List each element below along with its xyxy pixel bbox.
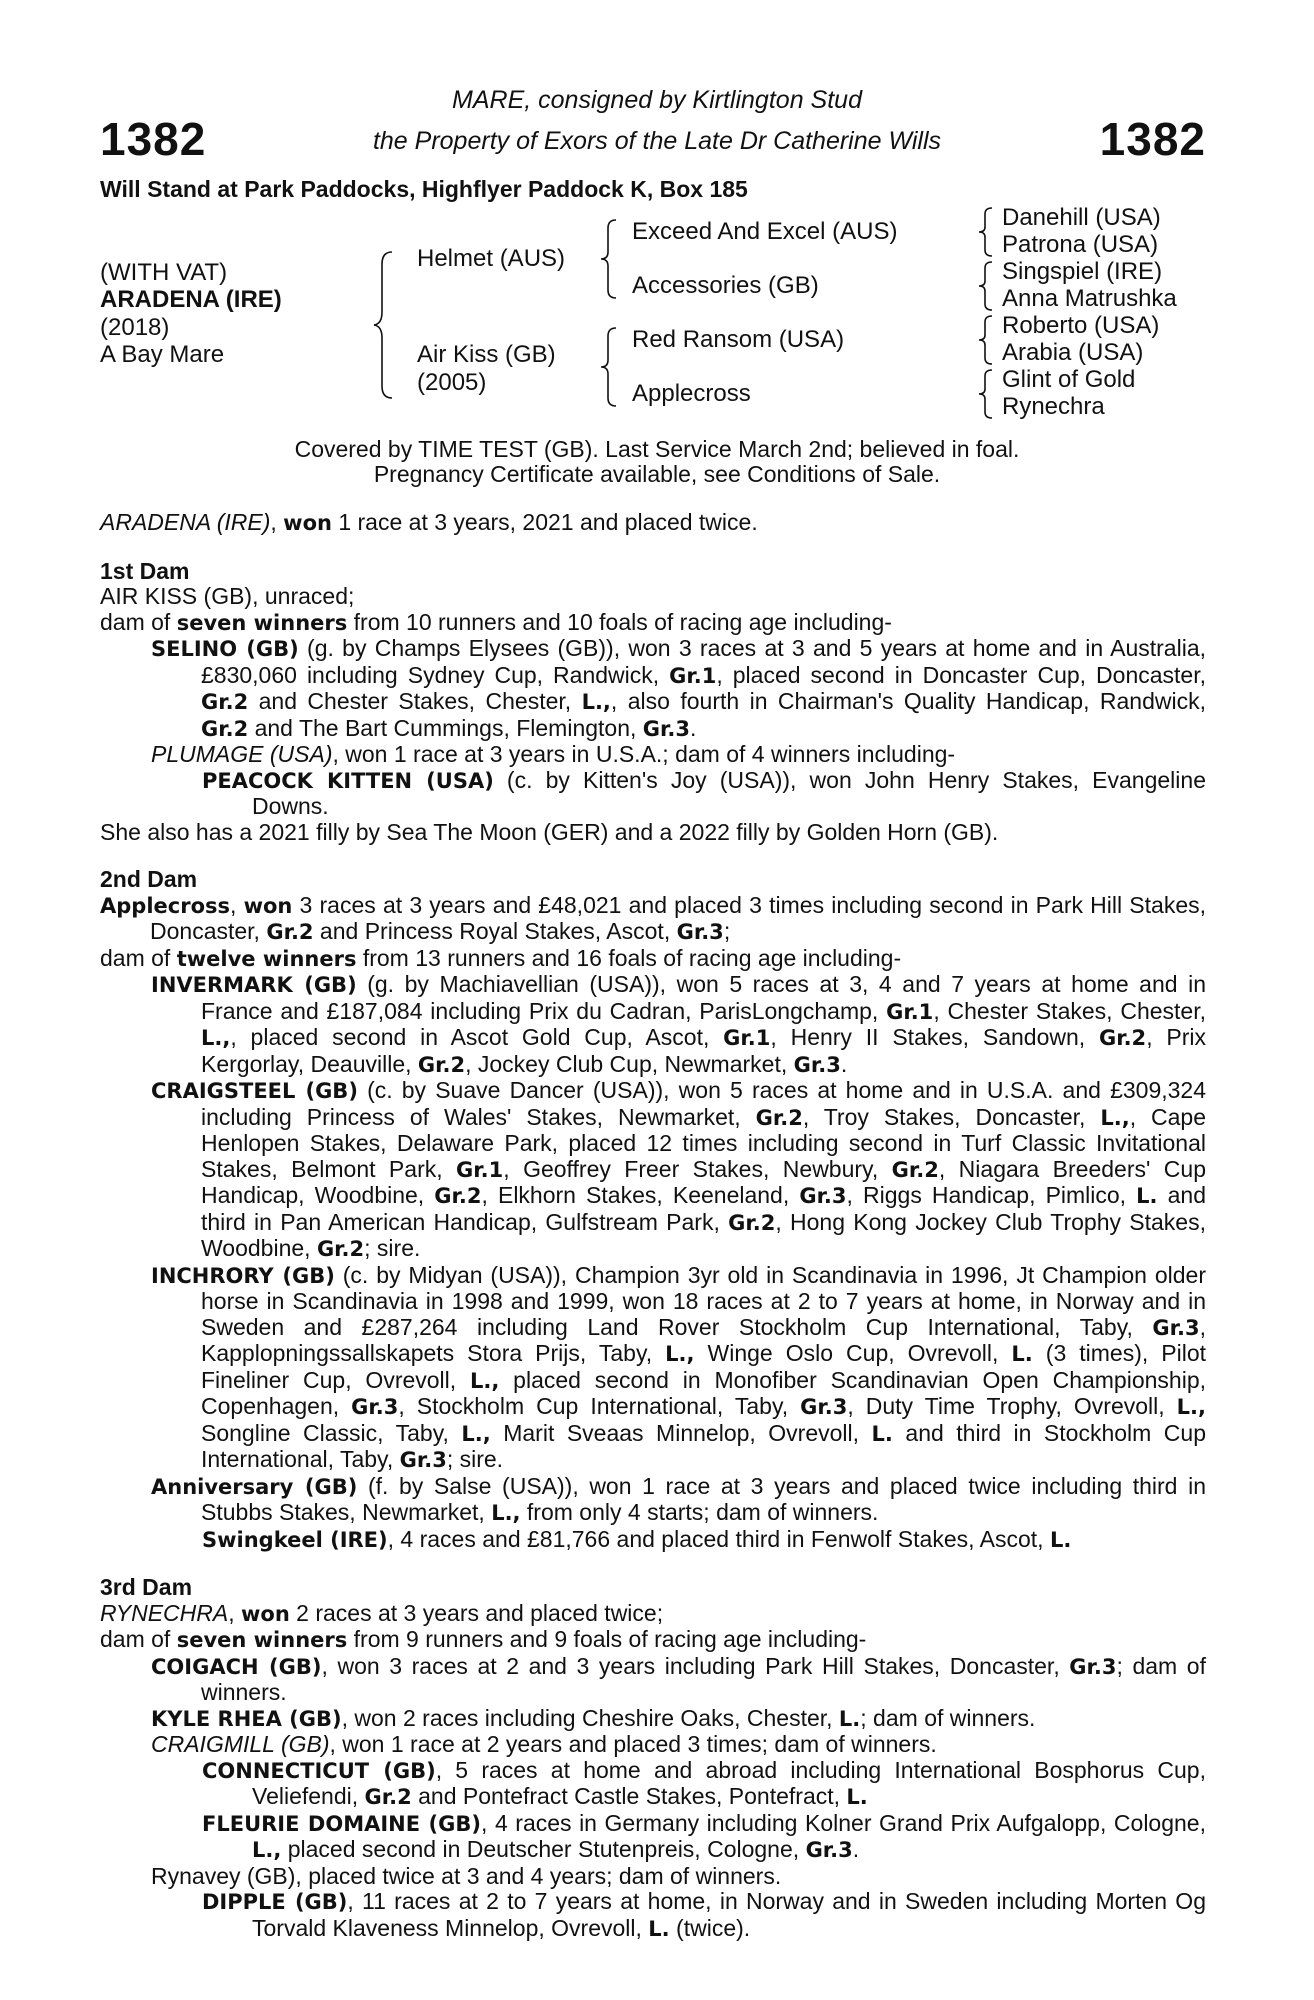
ggd-4: Rynechra <box>1002 393 1105 420</box>
consignment-line-1: MARE, consigned by Kirtlington Stud <box>452 86 862 114</box>
dam-name: Air Kiss (GB) <box>417 341 556 368</box>
ggd-1: Patrona (USA) <box>1002 231 1159 258</box>
pedigree-notes <box>100 510 1206 1942</box>
ggs-3: Roberto (USA) <box>1002 312 1160 339</box>
ggs-1: Danehill (USA) <box>1002 204 1161 231</box>
craigsteel-entry: CRAIGSTEEL (GB) (c. by Suave Dancer (USA)), won 5 races at home and in U.S.A. and £309,324 including Princess of Wales' Stakes, Newmarket, Gr.2, Troy Stakes, Doncaster, L.,, Cape Henlopen Stakes, Delaware Park, placed 12 times including second in Turf Classic Invitational Stakes, Belmont Park, Gr.1, Geoffrey Freer Stakes, Newbury, Gr.2, Niagara Breeders' Cup Handicap, Woodbine, Gr.2, Elkhorn Stakes, Keeneland, Gr.3, Riggs Handicap, Pimlico, L. and third in Pan American Handicap, Gulfstream Park, Gr.2, Hong Kong Jockey Club Trophy Stakes, Woodbine, Gr.2; sire. <box>151 1077 1206 1261</box>
fleurie-domaine-entry: FLEURIE DOMAINE (GB), 4 races in Germany including Kolner Grand Prix Aufgalopp, Cologne, L., placed second in Deutscher Stutenpreis, Cologne, Gr.3. <box>202 1809 1206 1862</box>
ggd-2: Anna Matrushka <box>1002 285 1177 312</box>
pedigree-brace-g3 <box>976 314 996 366</box>
horse-description: A Bay Mare <box>100 341 225 368</box>
ggs-4: Glint of Gold <box>1002 366 1136 393</box>
rynavey-entry: Rynavey (GB), placed twice at 3 and 4 years; dam of winners. <box>151 1862 782 1889</box>
coigach-entry: COIGACH (GB), won 3 races at 2 and 3 years including Park Hill Stakes, Doncaster, Gr.3; dam of winners. <box>151 1652 1206 1705</box>
lot-number-right: 1382 <box>1099 113 1206 165</box>
kyle-rhea-entry: KYLE RHEA (GB), won 2 races including Cheshire Oaks, Chester, L.; dam of winners. <box>151 1704 1036 1731</box>
pedigree-brace-g2 <box>976 260 996 312</box>
anniversary-entry: Anniversary (GB) (f. by Salse (USA)), won 1 race at 3 years and placed twice including third in Stubbs Stakes, Newmarket, L., from only 4 starts; dam of winners. <box>151 1472 1206 1525</box>
dipple-entry: DIPPLE (GB), 11 races at 2 to 7 years at home, in Norway and in Sweden including Morten Og Torvald Klaveness Minnelop, Ovrevoll, L. (twice). <box>202 1888 1206 1941</box>
sire-dam: Accessories (GB) <box>632 272 819 299</box>
selino-entry: SELINO (GB) (g. by Champs Elysees (GB)), won 3 races at 3 and 5 years at home and in Australia, £830,060 including Sydney Cup, Randwick, Gr.1, placed second in Doncaster Cup, Doncaster, Gr.2 and Chester Stakes, Chester, L.,, also fourth in Chairman's Quality Handicap, Randwick, Gr.2 and The Bart Cummings, Flemington, Gr.3. <box>151 635 1207 741</box>
invermark-entry: INVERMARK (GB) (g. by Machiavellian (USA)), won 5 races at 3, 4 and 7 years at home and in France and £187,084 including Prix du Cadran, ParisLongchamp, Gr.1, Chester Stakes, Chester, L.,, placed second in Ascot Gold Cup, Ascot, Gr.1, Henry II Stakes, Sandown, Gr.2, Prix Kergorlay, Deauville, Gr.2, Jockey Club Cup, Newmarket, Gr.3. <box>151 971 1207 1077</box>
peacock-kitten-entry: PEACOCK KITTEN (USA) (c. by Kitten's Joy (USA)), won John Henry Stakes, Evangeline Downs. <box>202 766 1206 819</box>
covering-line-1: Covered by TIME TEST (GB). Last Service March 2nd; believed in foal. <box>294 436 1020 462</box>
ggd-3: Arabia (USA) <box>1002 339 1144 366</box>
first-dam-line: AIR KISS (GB), unraced; <box>100 583 355 609</box>
dam-year: (2005) <box>417 369 487 396</box>
connecticut-entry: CONNECTICUT (GB), 5 races at home and abroad including International Bosphorus Cup, Veliefendi, Gr.2 and Pontefract Castle Stakes, Pontefract, L. <box>202 1756 1206 1809</box>
swingkeel-entry: Swingkeel (IRE), 4 races and £81,766 and placed third in Fenwolf Stakes, Ascot, L. <box>202 1525 1072 1552</box>
vat-label: (WITH VAT) <box>100 259 228 286</box>
covering-line-2: Pregnancy Certificate available, see Conditions of Sale. <box>373 461 941 487</box>
first-dam-produce: dam of seven winners from 10 runners and 10 foals of racing age including- <box>100 608 892 635</box>
intro-paragraph: ARADENA (IRE), won 1 race at 3 years, 2021 and placed twice. <box>100 509 758 535</box>
pedigree-brace-dam <box>598 326 620 408</box>
dam-dam: Applecross <box>632 380 751 407</box>
first-dam-heading: 1st Dam <box>100 557 190 584</box>
pedigree-brace-sire <box>598 218 620 300</box>
plumage-entry: PLUMAGE (USA), won 1 race at 3 years in U.S.A.; dam of 4 winners including- <box>151 741 956 767</box>
also-has-line: She also has a 2021 filly by Sea The Moon (GER) and a 2022 filly by Golden Horn (GB). <box>100 818 999 845</box>
horse-name: ARADENA (IRE) <box>100 286 282 313</box>
third-dam-heading: 3rd Dam <box>100 1574 193 1600</box>
horse-year: (2018) <box>100 314 170 341</box>
second-dam-produce: dam of twelve winners from 13 runners and 16 foals of racing age including- <box>100 944 902 971</box>
rynechra-entry: RYNECHRA, won 2 races at 3 years and placed twice; <box>100 1599 664 1626</box>
dam-sire: Red Ransom (USA) <box>632 326 845 353</box>
applecross-entry: Applecross, won 3 races at 3 years and £48,021 and placed 3 times including second in Park Hill Stakes, Doncaster, Gr.2 and Princess Royal Stakes, Ascot, Gr.3; <box>100 891 1206 944</box>
craigmill-entry: CRAIGMILL (GB), won 1 race at 2 years and placed 3 times; dam of winners. <box>151 1731 937 1757</box>
stand-location: Will Stand at Park Paddocks, Highflyer Paddock K, Box 185 <box>100 176 748 202</box>
sire-sire: Exceed And Excel (AUS) <box>632 218 898 245</box>
pedigree-brace-g1 <box>976 206 996 258</box>
third-dam-produce: dam of seven winners from 9 runners and 9 foals of racing age including- <box>100 1626 867 1652</box>
second-dam-heading: 2nd Dam <box>100 866 198 892</box>
inchrory-entry: INCHRORY (GB) (c. by Midyan (USA)), Champion 3yr old in Scandinavia in 1996, Jt Champion older horse in Scandinavia in 1998 and 1999, won 18 races at 2 to 7 years at home, in Norway and in Sweden and £287,264 including Land Rover Stockholm Cup International, Taby, Gr.3, Kapplopningssallskapets Stora Prijs, Taby, L., Winge Oslo Cup, Ovrevoll, L. (3 times), Pilot Fineliner Cup, Ovrevoll, L., placed second in Monofiber Scandinavian Open Championship, Copenhagen, Gr.3, Stockholm Cup International, Taby, Gr.3, Duty Time Trophy, Ovrevoll, L., Songline Classic, Taby, L., Marit Sveaas Minnelop, Ovrevoll, L. and third in Stockholm Cup International, Taby, Gr.3; sire. <box>151 1261 1207 1472</box>
sire-name: Helmet (AUS) <box>417 245 566 272</box>
ggs-2: Singspiel (IRE) <box>1002 258 1163 285</box>
consignment-line-2: the Property of Exors of the Late Dr Catherine Wills <box>372 127 942 155</box>
pedigree-brace-1 <box>372 250 396 400</box>
lot-number-left: 1382 <box>100 113 207 165</box>
pedigree-brace-g4 <box>976 368 996 420</box>
